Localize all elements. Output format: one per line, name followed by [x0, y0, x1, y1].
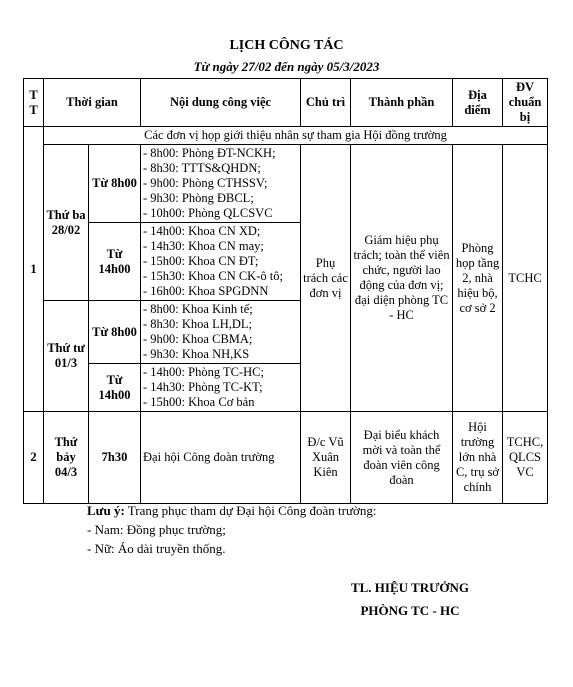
list-item: - 14h30: Phòng TC-KT; — [143, 380, 263, 394]
participants-cell: Giám hiệu phụ trách; toàn thể viên chức, người lao động của đơn vị; đại diện phòng TC - HC — [351, 145, 453, 412]
note-label: Lưu ý: — [87, 503, 125, 518]
schedule-table — [23, 78, 548, 504]
time-cell: Từ 8h00 — [89, 145, 141, 223]
row-number: 1 — [24, 127, 44, 412]
list-item: - 16h00: Khoa SPGDNN — [143, 284, 269, 298]
list-item: - 14h30: Khoa CN may; — [143, 239, 264, 253]
day-cell: Thứ tư 01/3 — [44, 301, 89, 412]
prep-cell: TCHC, QLCS VC — [503, 412, 548, 504]
list-item: - 9h00: Phòng CTHSSV; — [143, 176, 268, 190]
list-item: - 14h00: Phòng TC-HC; — [143, 365, 264, 379]
content-cell: Đại hội Công đoàn trường — [141, 412, 301, 504]
list-item: - 9h30: Phòng ĐBCL; — [143, 191, 254, 205]
location-cell: Phòng họp tầng 2, nhà hiệu bộ, cơ sở 2 — [453, 145, 503, 412]
header-prep: ĐV chuẩn bị — [503, 79, 548, 127]
time-cell: Từ 8h00 — [89, 301, 141, 364]
content-list — [141, 223, 301, 301]
time-cell: Từ 14h00 — [89, 223, 141, 301]
prep-cell: TCHC — [503, 145, 548, 412]
chair-cell: Đ/c Vũ Xuân Kiên — [301, 412, 351, 504]
table-row — [24, 145, 548, 223]
list-item: - 8h00: Khoa Kinh tế; — [143, 302, 253, 316]
list-item: - 10h00: Phòng QLCSVC — [143, 206, 273, 220]
list-item: - 14h00: Khoa CN XD; — [143, 224, 261, 238]
note-line-3: - Nữ: Áo dài truyền thống. — [87, 541, 226, 556]
header-location: Địa điểm — [453, 79, 503, 127]
header-time: Thời gian — [44, 79, 141, 127]
header-chair: Chủ trì — [301, 79, 351, 127]
day-cell: Thứ bảy 04/3 — [44, 412, 89, 504]
row-number: 2 — [24, 412, 44, 504]
row-banner: Các đơn vị họp giới thiệu nhân sự tham gia Hội đồng trường — [44, 127, 548, 145]
day-cell: Thứ ba 28/02 — [44, 145, 89, 301]
content-list — [141, 364, 301, 412]
list-item: - 8h30: Khoa LH,DL; — [143, 317, 253, 331]
list-item: - 15h00: Khoa CN ĐT; — [143, 254, 259, 268]
table-row — [24, 127, 548, 145]
table-row — [24, 412, 548, 504]
location-cell: Hội trường lớn nhà C, trụ sở chính — [453, 412, 503, 504]
time-cell: 7h30 — [89, 412, 141, 504]
header-content: Nội dung công việc — [141, 79, 301, 127]
chair-cell: Phụ trách các đơn vị — [301, 145, 351, 412]
signature-title: TL. HIỆU TRƯỞNG — [350, 580, 470, 595]
content-list — [141, 145, 301, 223]
document-subtitle: Từ ngày 27/02 đến ngày 05/3/2023 — [193, 59, 380, 74]
time-cell: Từ 14h00 — [89, 364, 141, 412]
note-line — [87, 503, 377, 519]
content-list — [141, 301, 301, 364]
participants-cell: Đại biểu khách mời và toàn thể đoàn viên công đoàn — [351, 412, 453, 504]
list-item: - 9h00: Khoa CBMA; — [143, 332, 253, 346]
list-item: - 9h30: Khoa NH,KS — [143, 347, 250, 361]
list-item: - 8h30: TTTS&QHDN; — [143, 161, 261, 175]
document-title: LỊCH CÔNG TÁC — [229, 38, 344, 53]
signature-unit: PHÒNG TC - HC — [360, 603, 460, 618]
note-line-2: - Nam: Đồng phục trường; — [87, 522, 226, 537]
note-text: Trang phục tham dự Đại hội Công đoàn trường: — [124, 503, 377, 518]
header-tt: T T — [24, 79, 44, 127]
list-item: - 8h00: Phòng ĐT-NCKH; — [143, 146, 276, 160]
header-row — [24, 79, 548, 127]
list-item: - 15h00: Khoa Cơ bản — [143, 395, 255, 409]
list-item: - 15h30: Khoa CN CK-ô tô; — [143, 269, 283, 283]
header-participants: Thành phần — [351, 79, 453, 127]
